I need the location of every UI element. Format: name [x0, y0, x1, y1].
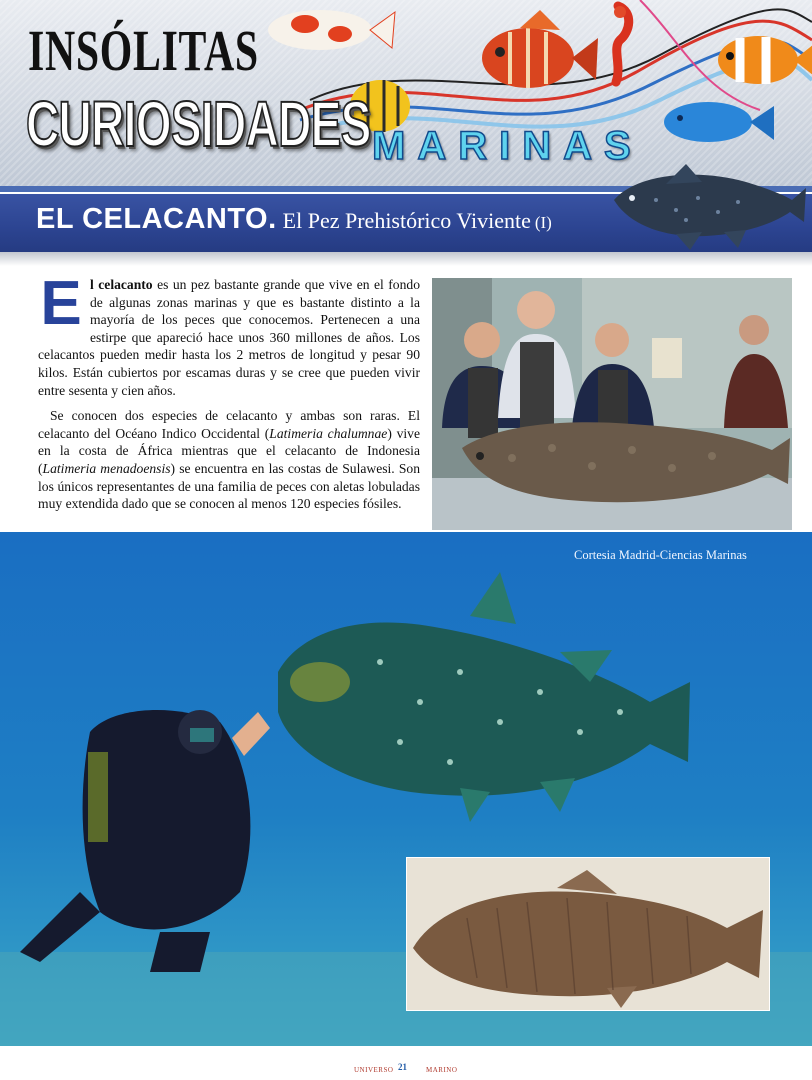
header-title-insolitas: INSÓLITAS [28, 18, 259, 83]
article-title-part: (I) [534, 213, 552, 232]
fossil-illustration [407, 858, 769, 1010]
paragraph-2 [38, 407, 420, 513]
coelacanth-header-icon [606, 160, 808, 252]
drop-cap: E [40, 269, 82, 338]
koi-fish-icon [268, 10, 395, 50]
species-name-menadoensis: Latimeria menadoensis [42, 460, 171, 476]
page-number: 21 [398, 1062, 407, 1072]
header-title-curiosidades: CURIOSIDADES [26, 88, 371, 160]
magazine-header [0, 0, 812, 186]
fossil-photo [406, 857, 770, 1011]
blue-fish-icon [664, 102, 774, 142]
paragraph-2-text-a: Se conocen dos especies de celacanto y ambas son raras. El celacanto del Océano Indico Occidental ( [38, 408, 420, 441]
article-body [38, 269, 420, 521]
title-bar-shadow [0, 252, 812, 266]
paragraph-1 [38, 269, 420, 399]
article-title-sub: El Pez Prehistórico Viviente [282, 208, 531, 233]
photo-credit: Cortesia Madrid-Ciencias Marinas [574, 548, 747, 562]
species-name-chalumnae: Latimeria chalumnae [269, 425, 388, 441]
paragraph-1-text: es un pez bastante grande que vive en el fondo de algunas zonas marinas y que es bastante distinto a la mayoría de los peces que conocemos. Pertenecen a una estirpe que apareció hace unos 360 millones de años. Los celacantos pueden medir hasta los 2 metros de longitud y pesar 90 kilos. Están cubiertos por escamas duras y se cree que pueden vivir entre sesenta y cien años. [38, 277, 420, 398]
scientists-photo [432, 278, 792, 530]
footer-brand-right: MARINO [426, 1066, 458, 1074]
header-title-marinas: MARINAS [372, 124, 643, 168]
lead-words: l celacanto [90, 277, 153, 292]
footer-brand-left: UNIVERSO [354, 1066, 394, 1074]
clownfish-icon [718, 36, 812, 84]
scientists-illustration [432, 278, 792, 530]
paragraph-2-text-c: ) se encuentra en las costas de Sulawesi. Son los únicos representantes de una familia de peces con aletas lobuladas muy extendida dado que se conocen al menos 120 especies fósiles. [38, 460, 420, 512]
article-title [36, 203, 552, 236]
article-title-main: EL CELACANTO. [36, 203, 277, 235]
red-fish-icon [482, 10, 598, 88]
paragraph-2-text-b: ) vive en la costa de África mientras que el celacanto de Indonesia ( [38, 425, 420, 476]
